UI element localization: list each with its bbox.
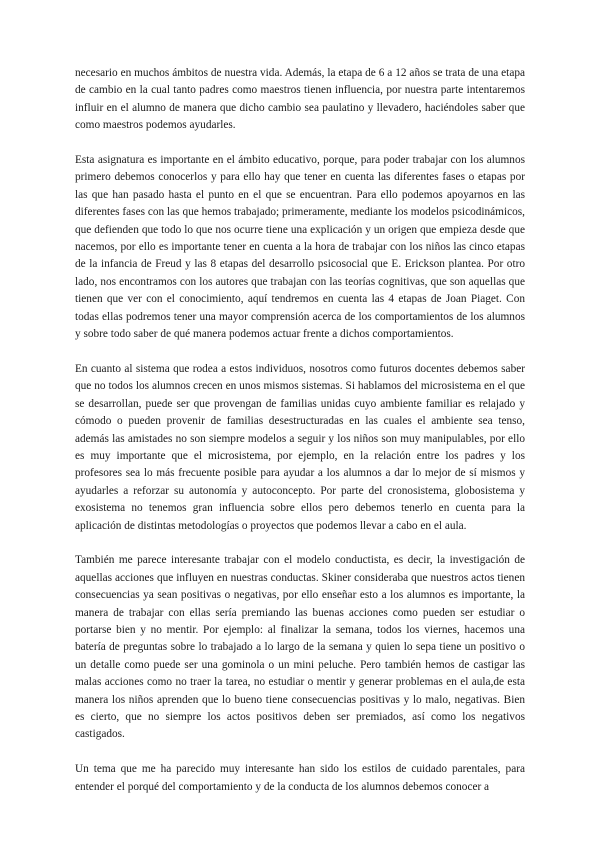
document-body [75,65,525,813]
paragraph-etapa-cambio: necesario en muchos ámbitos de nuestra vida. Además, la etapa de 6 a 12 años se trata de una etapa de cambio en la cual tanto padres como maestros tienen influencia, por nuestra parte intentaremos influir en el alumno de manera que dicho cambio sea paulatino y llevadero, haciéndoles saber que como maestros podemos ayudarles. [75,67,525,132]
paragraph-conductismo: También me parece interesante trabajar con el modelo conductista, es decir, la investigación de aquellas acciones que influyen en nuestras conductas. Skiner consideraba que nuestros actos tienen consecuencias ya sean positivas o negativas, por ello enseñar esto a los alumnos es importante, la manera de trabajar con ellas sería premiando las buenas acciones como pueden ser estudiar o portarse bien y no mentir. Por ejemplo: al finalizar la semana, todos los viernes, hacemos una batería de preguntas sobre lo trabajado a lo largo de la semana y quien lo sepa tiene un positivo o un detalle como puede ser una gominola o un mini peluche. Pero también hemos de castigar las malas acciones como no traer la tarea, no estudiar o mentir y generar problemas en el aula,de esta manera los niños aprenden que lo bueno tiene consecuencias positivas y lo malo, negativas. Bien es cierto, que no siempre los actos positivos deben ser premiados, así como los negativos castigados. [75,554,525,741]
paragraph-estilos-parentales: Un tema que me ha parecido muy interesante han sido los estilos de cuidado parentales, para entender el porqué del comportamiento y de la conducta de los alumnos debemos conocer a [75,763,525,793]
paragraph-importancia-asignatura: Esta asignatura es importante en el ámbito educativo, porque, para poder trabajar con los alumnos primero debemos conocerlos y para ello hay que tener en cuenta las diferentes fases o etapas por las que han pasado hasta el punto en el que se encuentran. Para ello podemos apoyarnos en las diferentes fases con las que hemos trabajado; primeramente, mediante los modelos psicodinámicos, que defienden que todo lo que nos ocurre tiene una explicación y un origen que empieza desde que nacemos, por ello es importante tener en cuenta a la hora de trabajar con los niños las cinco etapas de la infancia de Freud y las 8 etapas del desarrollo psicosocial que E. Erickson plantea. Por otro lado, nos encontramos con los autores que trabajan con las teorías cognitivas, que son aquellas que tienen que ver con el conocimiento, aquí tendremos en cuenta las 4 etapas de Joan Piaget. Con todas ellas podremos tener una mayor comprensión acerca de los comportamientos de los alumnos y sobre todo saber de qué manera podemos actuar frente a dichos comportamientos. [75,154,525,341]
paragraph-sistemas: En cuanto al sistema que rodea a estos individuos, nosotros como futuros docentes debemos saber que no todos los alumnos crecen en unos mismos sistemas. Si hablamos del microsistema en el que se desarrollan, puede ser que provengan de familias unidas cuyo ambiente familiar es relajado y cómodo o pueden provenir de familias desestructuradas en las cuales el ambiente sea tenso, además las amistades no son siempre modelos a seguir y los niños son muy manipulables, por ello es muy importante que el microsistema, por ejemplo, en la relación entre los padres y los profesores sea lo más frecuente posible para ayudar a los alumnos a dar lo mejor de sí mismos y ayudarles a reforzar su autonomía y autoconcepto. Por parte del cronosistema, globosistema y exosistema no tenemos gran influencia sobre ellos pero debemos tenerlo en cuenta para la aplicación de distintas metodologías o proyectos que podemos llevar a cabo en el aula. [75,362,525,532]
